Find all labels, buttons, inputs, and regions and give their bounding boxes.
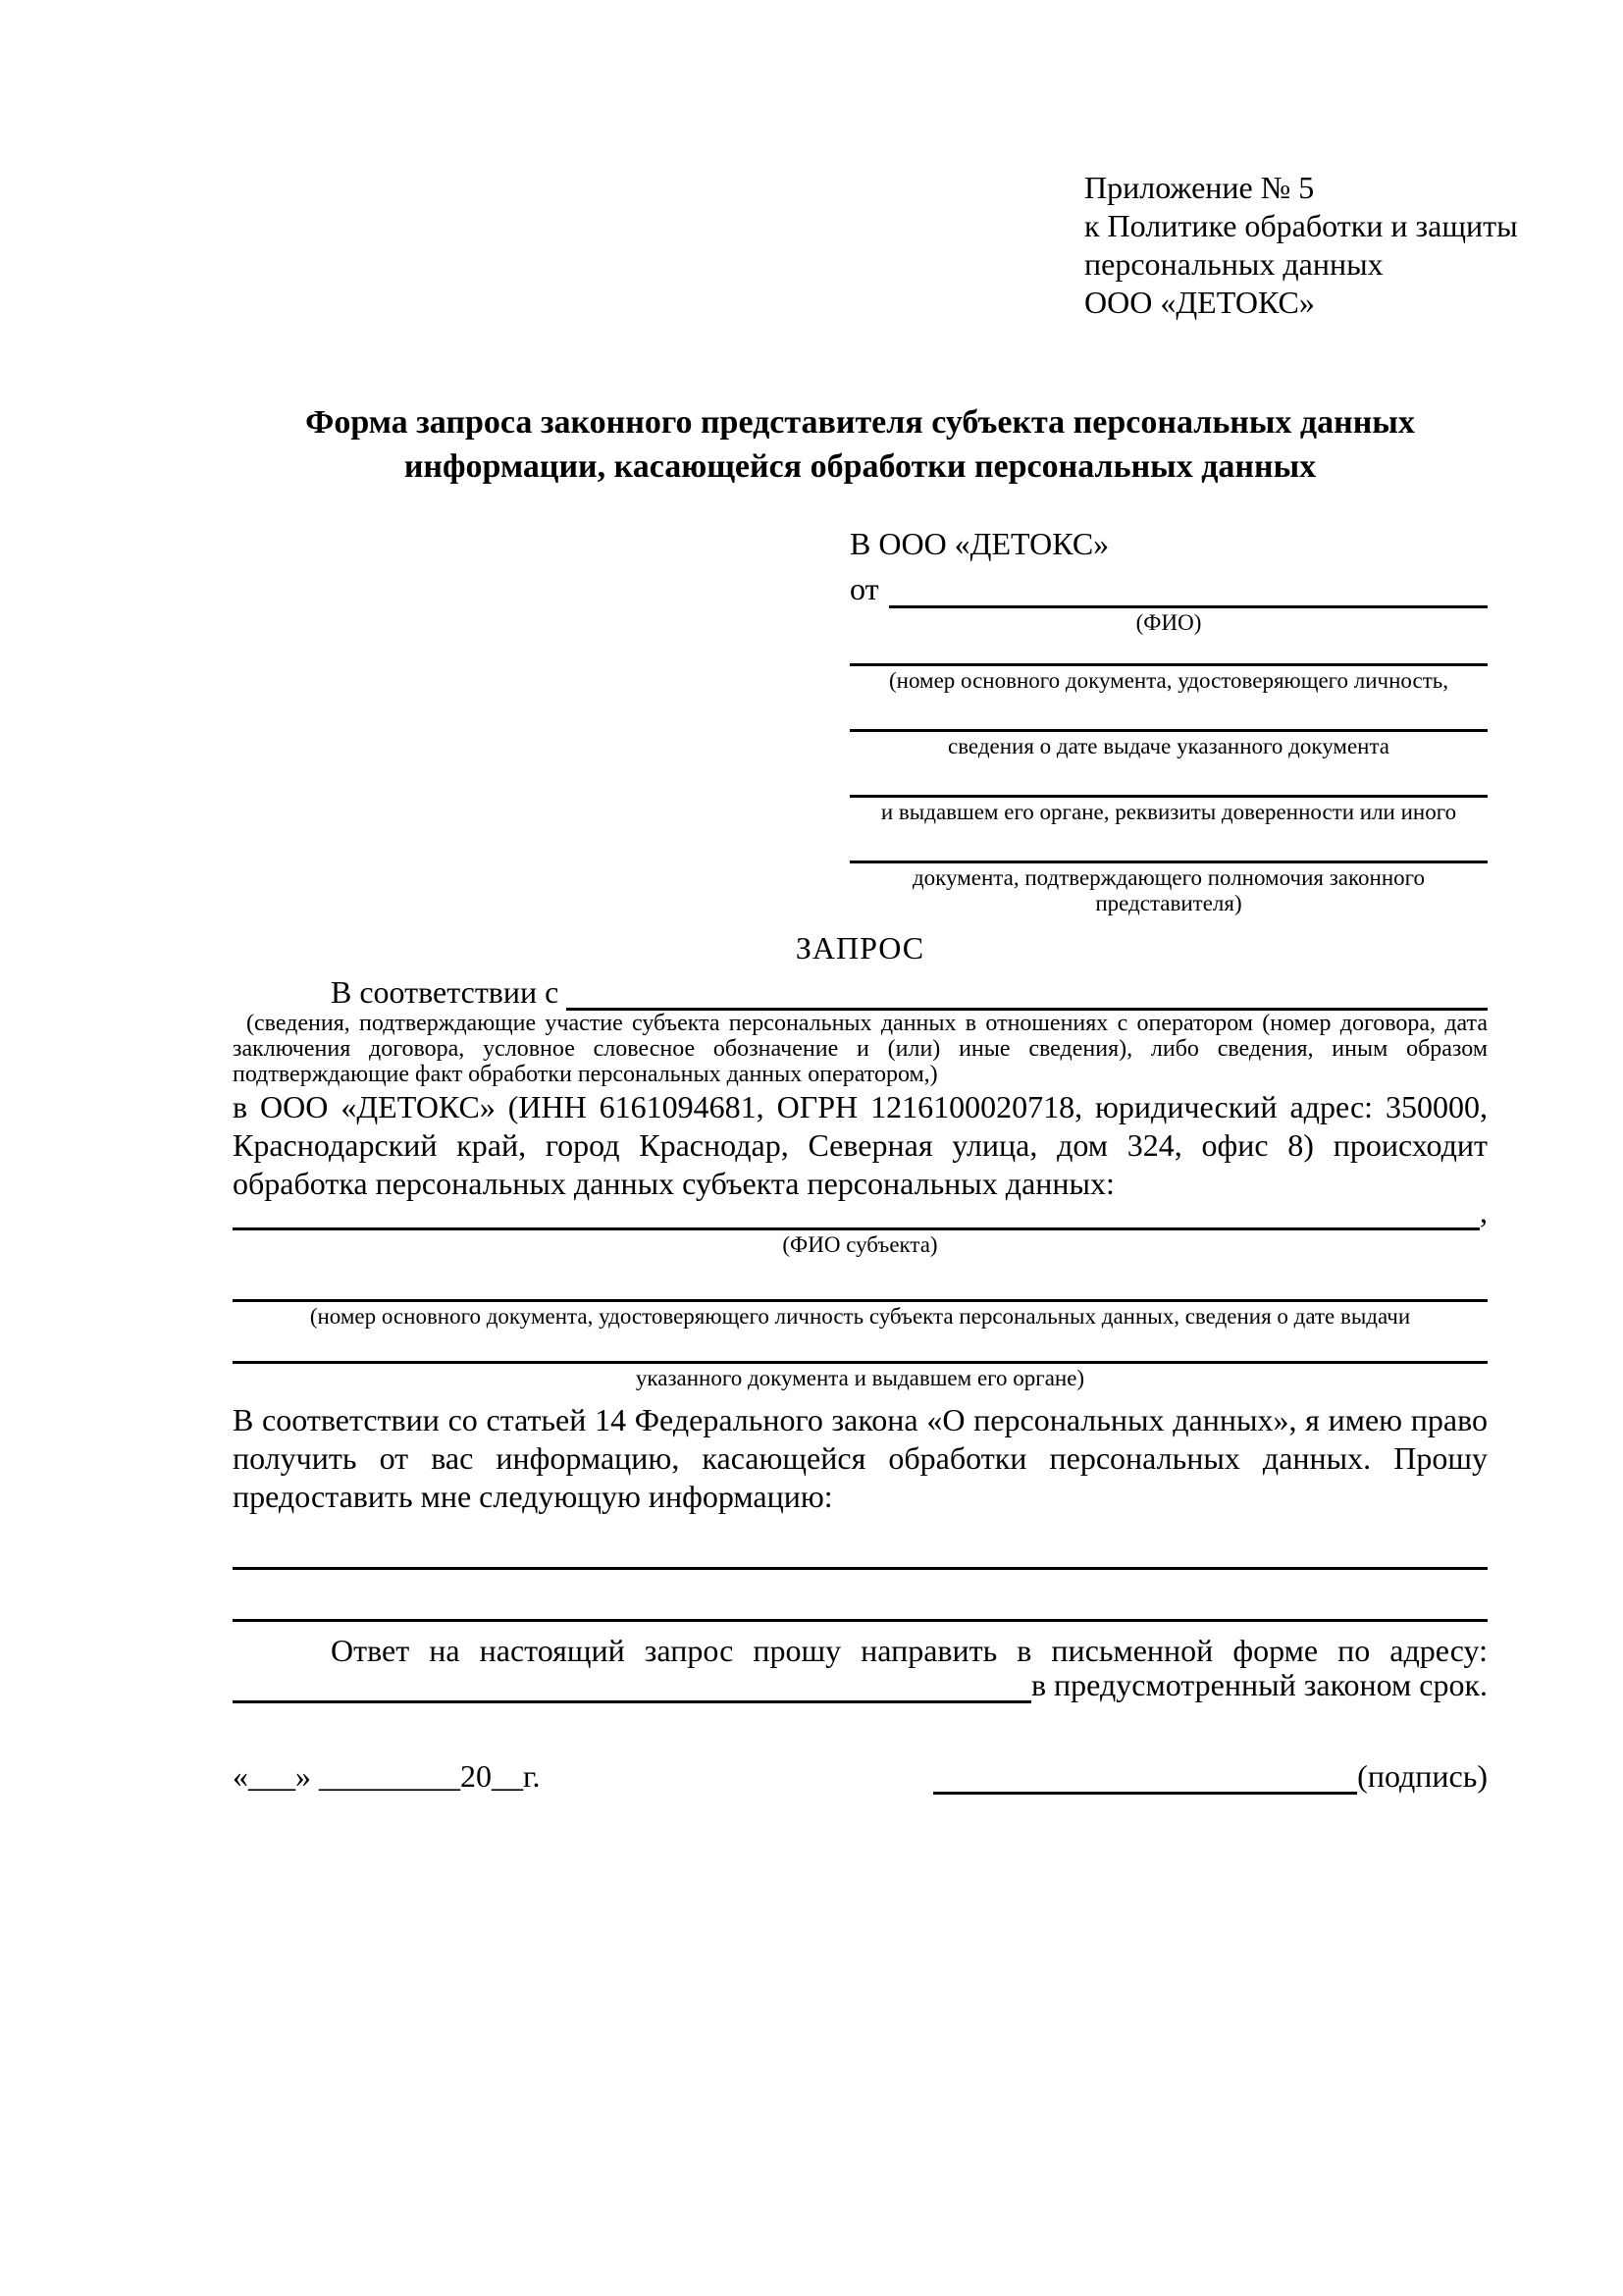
company-name: ООО «ДЕТОКС» [1084,285,1315,320]
from-label: от [850,571,879,606]
representative-document-caption-2: сведения о дате выдаче указанного документа [947,734,1390,758]
subject-document-caption-2: указанного документа и выдавшем его органе) [635,1366,1085,1390]
signature-field-line[interactable] [933,1764,1357,1795]
requested-info-field-line-1[interactable] [233,1567,1488,1570]
representative-document-field-line-2[interactable] [850,729,1488,732]
form-title [233,400,1488,489]
operator-details-paragraph: в ООО «ДЕТОКС» (ИНН 6161094681, ОГРН 1216100020718, юридический адрес: 350000, Краснодарский край, город Краснодар, Северная улица, дом 324, офис 8) происходит обработка персональных данных субъекта персональных данных: [233,1089,1488,1201]
representative-document-field-line-1[interactable] [850,663,1488,666]
subject-document-field-line-1[interactable] [233,1299,1488,1302]
basis-footnote: (сведения, подтверждающие участие субъекта персональных данных в отношениях с оператором (номер договора, дата заключения договора, условное словесное обозначение и (или) иные сведения), либо сведения, иным образом подтверждающие факт обработки персональных данных оператором,) [233,1011,1488,1087]
law-statement-paragraph: В соответствии со статьей 14 Федерального закона «О персональных данных», я имею право получить от вас информацию, касающейся обработки персональных данных. Прошу предоставить мне следующую информацию: [233,1402,1488,1514]
subject-name-trailing-comma: , [1480,1194,1488,1229]
form-title-line1: Форма запроса законного представителя субъекта персональных данных [305,404,1415,441]
addressee-block [850,524,1488,916]
representative-document-field-line-3[interactable] [850,795,1488,798]
signature-caption: (подпись) [1357,1758,1488,1794]
subject-document-caption-1: (номер основного документа, удостоверяющего личность субъекта персональных данных, сведения о дате выдачи [309,1304,1411,1329]
representative-document-caption-1: (номер основного документа, удостоверяющего личность, [888,668,1448,693]
subject-name-row [233,1194,1488,1230]
answer-delivery-tail: в предусмотренный законом срок. [1030,1667,1488,1702]
requested-info-field-line-2[interactable] [233,1619,1488,1622]
basis-row [233,974,1488,1011]
subject-document-field-line-2[interactable] [233,1361,1488,1364]
date-blank: «___» _________20__г. [233,1758,541,1794]
basis-label: В соответствии с [331,974,559,1010]
request-body-block [233,974,1488,1703]
request-heading: ЗАПРОС [795,930,925,965]
form-title-line2: информации, касающейся обработки персональных данных [403,448,1317,485]
answer-delivery-paragraph: Ответ на настоящий запрос прошу направить в письменной форме по адресу: [331,1633,1488,1668]
answer-address-field-line[interactable] [233,1673,1031,1703]
subject-fio-caption: (ФИО субъекта) [782,1232,938,1257]
representative-name-field-line[interactable] [889,572,1488,608]
signature-footer [233,1758,1488,1795]
from-row [850,567,1488,608]
policy-reference-line1: к Политике обработки и защиты [1084,208,1518,243]
basis-field-line[interactable] [566,974,1488,1011]
representative-document-caption-3: и выдавшем его органе, реквизиты доверенности или иного [880,800,1457,824]
signature-area [933,1758,1488,1795]
addressee-company: В ООО «ДЕТОКС» [850,526,1110,561]
appendix-header [1084,169,1518,322]
answer-address-row [233,1667,1488,1703]
subject-name-field-line[interactable] [233,1204,1480,1230]
policy-reference-line2: персональных данных [1084,246,1384,282]
representative-document-field-line-4[interactable] [850,861,1488,863]
representative-document-caption-4: документа, подтверждающего полномочия законного представителя) [912,865,1425,915]
appendix-number: Приложение № 5 [1084,170,1315,205]
fio-caption: (ФИО) [1135,610,1202,635]
